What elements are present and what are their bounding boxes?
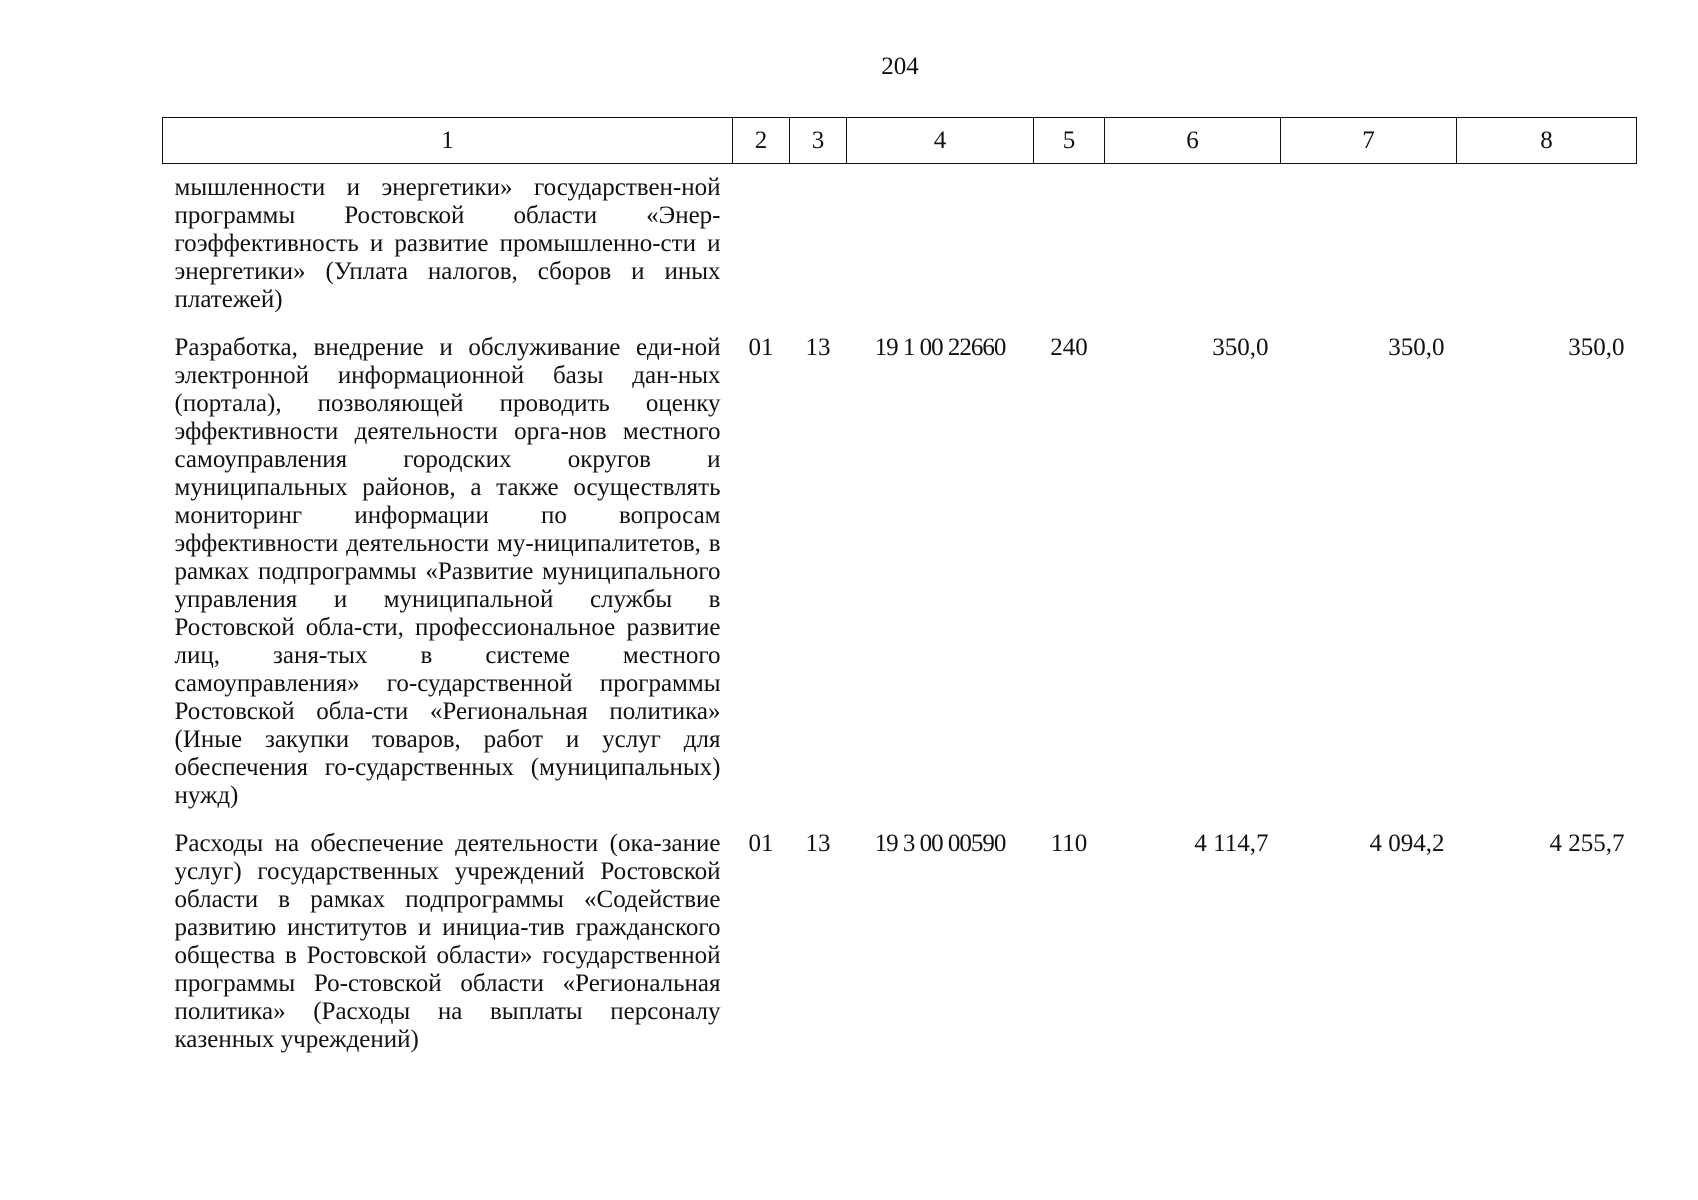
row-section-code: 01 (748, 830, 774, 857)
column-header-8: 8 (1457, 118, 1637, 164)
row-amount-col7: 350,0 (1388, 334, 1445, 361)
column-header-5: 5 (1034, 118, 1105, 164)
column-header-4: 4 (847, 118, 1034, 164)
row-amount-col7: 4 094,2 (1369, 830, 1445, 857)
row-amount-col6: 4 114,7 (1194, 830, 1269, 857)
row-expense-type-code: 240 (1050, 334, 1088, 361)
row-section-code (733, 164, 790, 315)
row-amount-col6: 350,0 (1212, 334, 1269, 361)
column-header-2: 2 (733, 118, 790, 164)
row-section-code: 01 (748, 334, 774, 361)
row-amount-col8: 4 255,7 (1549, 830, 1625, 857)
column-header-6: 6 (1105, 118, 1281, 164)
row-subsection-code (790, 164, 847, 315)
row-expense-type-code: 110 (1050, 830, 1088, 857)
row-subsection-code: 13 (805, 830, 831, 857)
row-subsection-code: 13 (805, 334, 831, 361)
budget-table (162, 117, 1637, 1054)
row-target-article-code: 19 3 00 00590 (874, 830, 1006, 857)
row-expense-type-code (1034, 164, 1105, 315)
column-header-7: 7 (1281, 118, 1457, 164)
column-header-3: 3 (790, 118, 847, 164)
row-amount-col6 (1105, 164, 1281, 315)
table-row (163, 314, 1637, 810)
row-target-article-code: 19 1 00 22660 (874, 334, 1006, 361)
table-row (163, 810, 1637, 1054)
row-description: Разработка, внедрение и обслуживание еди-ной электронной информационной базы дан-ных (портала), позволяющей проводить оценку эффективности деятельности орга-нов местного самоуправления городских округов и муниципальных районов, а также осуществлять мониторинг информации по вопросам эффективности деятельности му-ниципалитетов, в рамках подпрограммы «Развитие муниципального управления и муниципальной службы в Ростовской обла-сти, профессиональное развитие лиц, заня-тых в системе местного самоуправления» го-сударственной программы Ростовской обла-сти «Региональная политика» (Иные закупки товаров, работ и услуг для обеспечения го-сударственных (муниципальных) нужд) (174, 334, 721, 809)
table-row (163, 164, 1637, 315)
column-number-header-row (163, 118, 1637, 164)
page-number: 204 (881, 53, 919, 80)
row-description: мышленности и энергетики» государствен-ной программы Ростовской области «Энер-гоэффективность и развитие промышленно-сти и энергетики» (Уплата налогов, сборов и иных платежей) (174, 174, 721, 313)
row-target-article-code (847, 164, 1034, 315)
row-amount-col7 (1281, 164, 1457, 315)
row-amount-col8 (1457, 164, 1637, 315)
column-header-1: 1 (163, 118, 733, 164)
row-description: Расходы на обеспечение деятельности (ока-зание услуг) государственных учреждений Ростовской области в рамках подпрограммы «Содействие развитию институтов и инициа-тив гражданского общества в Ростовской области» государственной программы Ро-стовской области «Региональная политика» (Расходы на выплаты персоналу казенных учреждений) (174, 830, 721, 1053)
row-amount-col8: 350,0 (1568, 334, 1625, 361)
